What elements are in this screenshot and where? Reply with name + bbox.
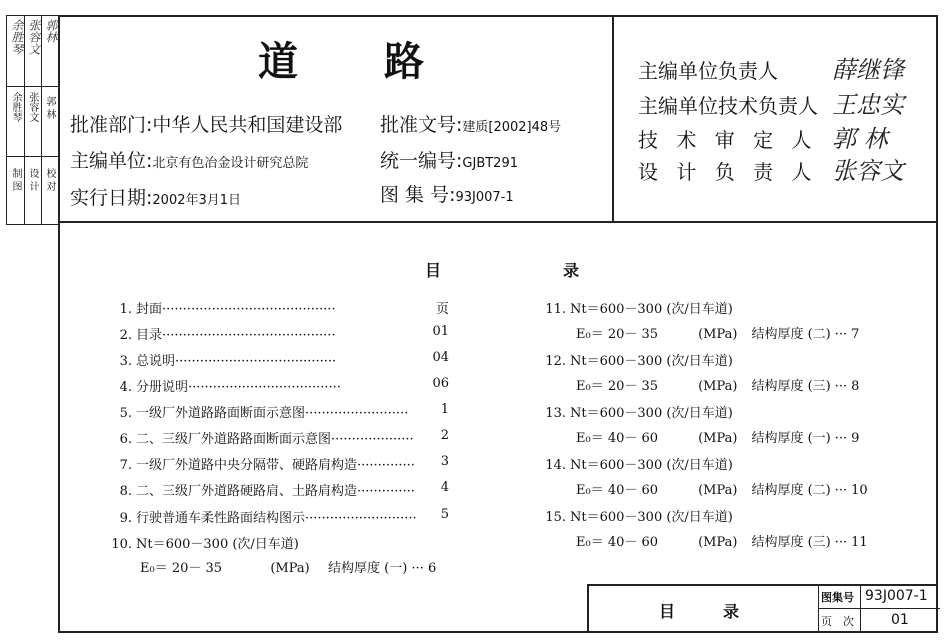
- toc-item-number: 9.: [119, 511, 132, 526]
- toc-item-page: 3: [440, 454, 449, 469]
- toc-sub-page: 6: [427, 561, 437, 576]
- toc-item-title: 分册说明: [136, 380, 189, 395]
- toc-item-modulus: E₀＝ 20－ 35: [576, 327, 659, 342]
- signature-strip: [6, 15, 58, 225]
- resp-role-4: 设 计 负 责 人: [638, 160, 818, 184]
- strip-signature-2: 张容文: [27, 19, 41, 55]
- toc-item-number: 6.: [119, 432, 132, 447]
- toc-item-modulus: E₀＝ 40－ 60: [576, 535, 659, 550]
- toc-sub-e0: E₀＝ 20－ 35: [140, 561, 223, 576]
- toc-item-dots: ···: [834, 483, 848, 498]
- toc-item-desc: 结构厚度 (一): [751, 431, 831, 446]
- resp-signature-2: 王忠实: [832, 91, 904, 119]
- toc-item-dots: ·······································: [175, 354, 337, 369]
- toc-item-page: 11: [851, 535, 868, 550]
- toc-item: [544, 402, 733, 421]
- toc-item-number: 13.: [545, 406, 566, 421]
- toc-item-modulus: E₀＝ 40－ 60: [576, 483, 659, 498]
- effective-date-label: 实行日期:: [70, 187, 153, 209]
- toc-item-title: 一级厂外道路中央分隔带、硬路肩构造: [136, 458, 358, 473]
- strip-name-2: 张容文: [27, 92, 38, 122]
- unified-no-label: 统一编号:: [380, 150, 463, 172]
- effective-date: [70, 183, 241, 210]
- toc-item-unit: (MPa): [698, 535, 738, 550]
- toc-item: [110, 454, 415, 473]
- toc-item-detail: [576, 323, 859, 342]
- toc-item-page: 01: [432, 324, 449, 339]
- toc-item-unit: (MPa): [698, 483, 738, 498]
- approval-dept: [70, 110, 342, 137]
- toc-item: [110, 428, 414, 447]
- toc-sub-unit: (MPa): [270, 561, 310, 576]
- header-divider: [58, 221, 938, 223]
- toc-item-desc: 结构厚度 (三): [751, 535, 831, 550]
- toc-item-number: 10.: [111, 537, 132, 552]
- toc-left-sub: [140, 557, 436, 576]
- toc-item-dots: ·························: [305, 406, 409, 421]
- toc-item-number: 11.: [545, 302, 566, 317]
- toc-item-dots: ··············: [357, 458, 415, 473]
- toc-item-dots: ···: [834, 535, 848, 550]
- toc-item-number: 15.: [545, 510, 566, 525]
- toc-item: [544, 298, 733, 317]
- toc-item-page: 页: [435, 302, 449, 317]
- approval-no: [380, 110, 561, 137]
- atlas-no-value-small: 93J007-1: [865, 588, 928, 604]
- toc-item-modulus: E₀＝ 40－ 60: [576, 431, 659, 446]
- toc-item-dots: ···························: [305, 511, 417, 526]
- toc-item-title: Nt＝600－300 (次/日车道): [136, 537, 299, 552]
- toc-item-page: 04: [432, 350, 449, 365]
- toc-item-detail: [576, 375, 859, 394]
- toc-item-page: 1: [440, 402, 449, 417]
- toc-item-traffic: Nt＝600－300 (次/日车道): [570, 458, 733, 473]
- resp-signature-1: 薛继锋: [832, 56, 904, 84]
- toc-item-dots: ····················: [331, 432, 414, 447]
- toc-item: [544, 454, 733, 473]
- toc-item: [110, 298, 336, 317]
- toc-item-page: 4: [440, 480, 449, 495]
- approval-dept-value: 中华人民共和国建设部: [152, 114, 343, 136]
- resp-role-3: 技 术 审 定 人: [638, 128, 818, 152]
- strip-signature-1: 郭林: [44, 19, 58, 43]
- toc-item: [110, 402, 408, 421]
- toc-item-desc: 结构厚度 (二): [751, 327, 831, 342]
- atlas-no: [380, 180, 514, 207]
- toc-item: [110, 480, 415, 499]
- toc-item-unit: (MPa): [698, 379, 738, 394]
- page-title: 道 路: [258, 39, 426, 85]
- toc-item-number: 7.: [119, 458, 132, 473]
- strip-name-3: 余胜琴: [10, 92, 21, 122]
- atlas-no-value: 93J007-1: [455, 190, 514, 205]
- toc-item-page: 7: [851, 327, 860, 342]
- approval-no-value: 建质[2002]48号: [462, 120, 562, 135]
- toc-item-detail: [576, 479, 868, 498]
- toc-item-traffic: Nt＝600－300 (次/日车道): [570, 406, 733, 421]
- toc-item-unit: (MPa): [698, 327, 738, 342]
- toc-item-title: 行驶普通车柔性路面结构图示: [136, 511, 306, 526]
- toc-item-title: 一级厂外道路路面断面示意图: [136, 406, 306, 421]
- toc-item-detail: [576, 427, 859, 446]
- strip-role-2: 设 计: [27, 168, 38, 192]
- resp-role-1: 主编单位负责人: [638, 59, 778, 83]
- resp-signature-4: 张容文: [832, 157, 904, 185]
- toc-item-dots: ·····································: [188, 380, 341, 395]
- strip-role-3: 制 图: [10, 168, 21, 192]
- toc-item-title: 二、三级厂外道路路面断面示意图: [136, 432, 332, 447]
- toc-item-title: 封面: [136, 302, 163, 317]
- page-label: 页 次: [821, 615, 854, 628]
- toc-item-number: 8.: [119, 484, 132, 499]
- toc-item-page: 9: [851, 431, 860, 446]
- toc-item-number: 5.: [119, 406, 132, 421]
- editor-unit-label: 主编单位:: [70, 150, 153, 172]
- toc-item-title: 总说明: [136, 354, 176, 369]
- toc-item-title: 目录: [136, 328, 163, 343]
- toc-heading-left: 目: [425, 261, 442, 280]
- toc-item-number: 1.: [119, 302, 132, 317]
- page-value: 01: [891, 612, 909, 628]
- toc-item-desc: 结构厚度 (三): [751, 379, 831, 394]
- toc-item-dots: ···: [834, 327, 848, 342]
- toc-item-dots: ··········································: [162, 302, 336, 317]
- unified-no-value: GJBT291: [462, 156, 518, 171]
- toc-item-traffic: Nt＝600－300 (次/日车道): [570, 510, 733, 525]
- toc-item-page: 8: [851, 379, 860, 394]
- toc-sub-desc: 结构厚度 (一): [328, 561, 408, 576]
- strip-name-1: 郭 林: [44, 96, 55, 120]
- atlas-no-label: 图 集 号:: [380, 184, 456, 206]
- toc-item-traffic: Nt＝600－300 (次/日车道): [570, 354, 733, 369]
- toc-item-unit: (MPa): [698, 431, 738, 446]
- toc-item-page: 5: [440, 507, 449, 522]
- strip-role-1: 校 对: [44, 168, 55, 192]
- effective-date-value: 2002年3月1日: [152, 193, 242, 208]
- toc-item-number: 14.: [545, 458, 566, 473]
- atlas-no-label-small: 图集号: [821, 591, 854, 604]
- toc-item-number: 2.: [119, 328, 132, 343]
- toc-item: [110, 324, 336, 343]
- toc-item: [110, 350, 336, 369]
- toc-sub-dots: ···: [411, 561, 424, 576]
- toc-heading-right: 录: [563, 261, 580, 280]
- toc-item: [110, 507, 417, 526]
- approval-no-label: 批准文号:: [380, 114, 463, 136]
- toc-item-number: 3.: [119, 354, 132, 369]
- toc-item-dots: ···: [834, 431, 848, 446]
- title-block: [587, 584, 938, 633]
- toc-item-desc: 结构厚度 (二): [751, 483, 831, 498]
- toc-item-title: 二、三级厂外道路硬路肩、土路肩构造: [136, 484, 358, 499]
- toc-item: [544, 506, 733, 525]
- resp-role-2: 主编单位技术负责人: [638, 94, 818, 118]
- editor-unit-value: 北京有色冶金设计研究总院: [152, 156, 309, 171]
- toc-item-dots: ···: [834, 379, 848, 394]
- editor-unit: [70, 146, 308, 173]
- approval-dept-label: 批准部门:: [70, 114, 153, 136]
- toc-item-detail: [576, 531, 868, 550]
- resp-signature-3: 郭 林: [832, 125, 888, 153]
- toc-item: [110, 376, 341, 395]
- toc-item-number: 4.: [119, 380, 132, 395]
- toc-item-number: 12.: [545, 354, 566, 369]
- toc-item: [544, 350, 733, 369]
- toc-item-modulus: E₀＝ 20－ 35: [576, 379, 659, 394]
- toc-item-traffic: Nt＝600－300 (次/日车道): [570, 302, 733, 317]
- toc-item: [110, 533, 299, 552]
- unified-no: [380, 146, 518, 173]
- strip-signature-3: 余胜琴: [10, 19, 24, 55]
- toc-item-dots: ··········································: [162, 328, 336, 343]
- toc-item-dots: ··············: [357, 484, 415, 499]
- header-column-divider: [612, 15, 614, 222]
- toc-item-page: 06: [432, 376, 449, 391]
- toc-item-page: 10: [851, 483, 868, 498]
- title-block-name: 目 录: [659, 602, 740, 621]
- toc-item-page: 2: [440, 428, 449, 443]
